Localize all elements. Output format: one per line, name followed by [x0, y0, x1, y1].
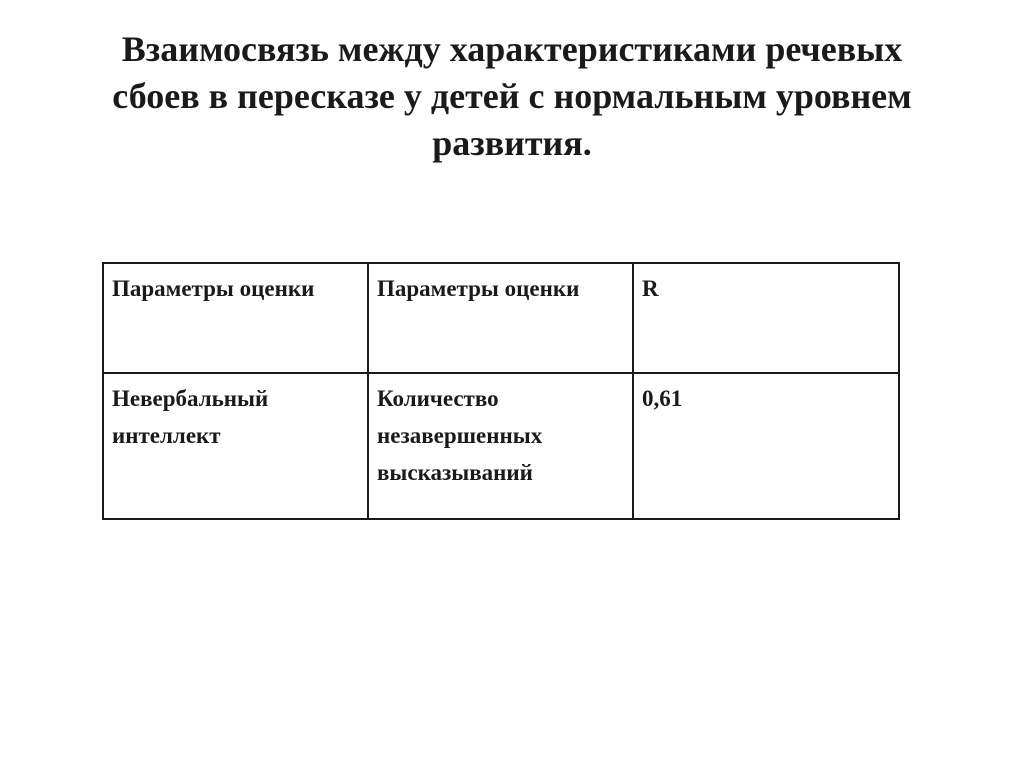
table-header-row: [103, 263, 899, 373]
header-cell-r: R: [633, 263, 899, 373]
correlation-table: [102, 262, 900, 520]
cell-parameter-2: Количество незавершенных высказываний: [368, 373, 633, 519]
cell-parameter-1: Невербальный интеллект: [103, 373, 368, 519]
slide-title: [40, 26, 984, 167]
title-line-2: сбоев в пересказе у детей с нормальным уровнем: [112, 76, 912, 116]
table-row: [103, 373, 899, 519]
header-cell-1: Параметры оценки: [103, 263, 368, 373]
title-line-1: Взаимосвязь между характеристиками речевых: [121, 29, 903, 69]
title-line-3: развития.: [432, 123, 592, 163]
header-cell-2: Параметры оценки: [368, 263, 633, 373]
cell-r-value: 0,61: [633, 373, 899, 519]
